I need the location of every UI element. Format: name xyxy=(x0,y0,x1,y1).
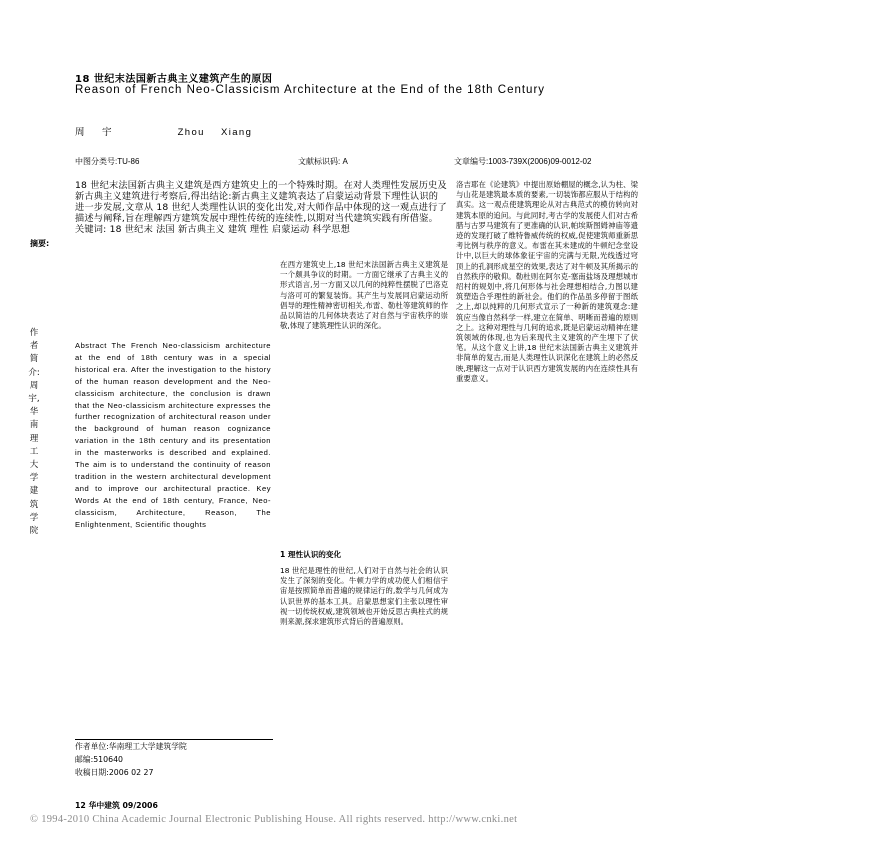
article-title-en: Reason of French Neo-Classicism Architecture at the End of the 18th Century xyxy=(75,84,546,96)
footnote-postcode: 邮编:510640 xyxy=(75,755,123,764)
page-journal-footer: 12 华中建筑 09/2006 xyxy=(75,801,158,810)
abstract-cn-label: 摘要: xyxy=(30,239,50,248)
author-line: 周 宇 Zhou Xiang xyxy=(75,127,253,138)
body-column-middle-2: 18 世纪是理性的世纪,人们对于自然与社会的认识发生了深刻的变化。牛顿力学的成功使人们相信宇宙是按照简单而普遍的规律运行的,数学与几何成为认识世界的基本工具。启蒙思想家们主张以理性审视一切传统权威,建筑领域也开始反思古典柱式的规则来源,探求建筑形式背后的普遍原则。 xyxy=(280,566,448,627)
body-column-right: 洛吉耶在《论建筑》中提出原始棚屋的概念,认为柱、梁与山花是建筑最本质的要素,一切装饰都应服从于结构的真实。这一观点使建筑理论从对古典范式的模仿转向对建筑本原的追问。与此同时,考古学的发展使人们对古希腊与古罗马建筑有了更准确的认识,帕埃斯图姆神庙等遗迹的发现打破了维特鲁威传统的权威,促使建筑师重新思考比例与秩序的意义。布雷在其未建成的牛顿纪念堂设计中,以巨大的球体象征宇宙的完满与无限,光线透过穹顶上的孔洞形成星空的效果,表达了对牛顿及其所揭示的自然秩序的敬仰。勒杜则在阿尔克-塞南盐场及理想城市绍村的规划中,将几何形体与社会理想相结合,力图以建筑塑造合乎理性的新社会。他们的作品虽多停留于图纸之上,却以纯粹的几何形式宣示了一种新的建筑观念:建筑应当像自然科学一样,建立在简单、明晰而普遍的原则之上。这种对理性与几何的追求,既是启蒙运动精神在建筑领域的体现,也为后来现代主义建筑的产生埋下了伏笔。从这个意义上讲,18 世纪末法国新古典主义建筑并非简单的复古,而是人类理性认识深化在建筑上的必然反映,理解这一点对于认识西方建筑发展的内在连续性具有重要意义。 xyxy=(456,180,638,383)
article-title-cn: 18 世纪末法国新古典主义建筑产生的原因 xyxy=(75,74,273,85)
copyright-notice: © 1994-2010 China Academic Journal Electronic Publishing House. All rights reserved. http://www.cnki.net xyxy=(30,814,518,825)
clc-number: 中图分类号:TU-86 xyxy=(75,157,140,166)
author-bio-vertical: 作者简介:周宇,华南理工大学建筑学院 xyxy=(28,328,40,537)
abstract-en: Abstract The French Neo-classicism architecture at the end of 18th century was in a special historical era. After the investigation to the history of the human reason development and the Neo-classicism architecture, the conclusion is drawn that the Neo-classicism architecture expresses the further recognization of architectural reason under the background of human reason cognizance variation in the 18th century and its presentation in the masterworks is described and explained. The aim is to understand the continuity of reason tradition in the western architectural development and to improve our architectural practice. Key Words At the end of 18th century, France, Neo-classicism, Architecture, Reason, The Enlightenment, Scientific thoughts xyxy=(75,341,271,529)
section-heading: 1 理性认识的变化 xyxy=(280,550,342,559)
abstract-cn: 18 世纪末法国新古典主义建筑是西方建筑史上的一个特殊时期。在对人类理性发展历史及新古典主义建筑进行考察后,得出结论:新古典主义建筑表达了启蒙运动背景下理性认识的进一步发展,文章从 18 世纪人类理性认识的变化出发,对大师作品中体现的这一观点进行了描述与阐释,旨在理解西方建筑发展中理性传统的连续性,以期对当代建筑实践有所借鉴。 关键词: 18 世纪末 法国 新古典主义 建筑 理性 启蒙运动 科学思想 xyxy=(75,180,447,235)
footnote-affiliation: 作者单位:华南理工大学建筑学院 xyxy=(75,742,187,751)
footnote xyxy=(75,740,187,779)
body-column-middle: 在西方建筑史上,18 世纪末法国新古典主义建筑是一个颇具争议的时期。一方面它继承了古典主义的形式语言,另一方面又以几何的纯粹性摆脱了巴洛克与洛可可的繁复装饰。其产生与发展同启蒙运动所倡导的理性精神密切相关,布雷、勒杜等建筑师的作品以简洁的几何体块表达了对自然与宇宙秩序的崇敬,体现了建筑理性认识的深化。 xyxy=(280,260,448,331)
footnote-received-date: 收稿日期:2006 02 27 xyxy=(75,768,154,777)
article-number: 文章编号:1003-739X(2006)09-0012-02 xyxy=(454,157,592,166)
document-code: 文献标识码: A xyxy=(298,157,348,166)
